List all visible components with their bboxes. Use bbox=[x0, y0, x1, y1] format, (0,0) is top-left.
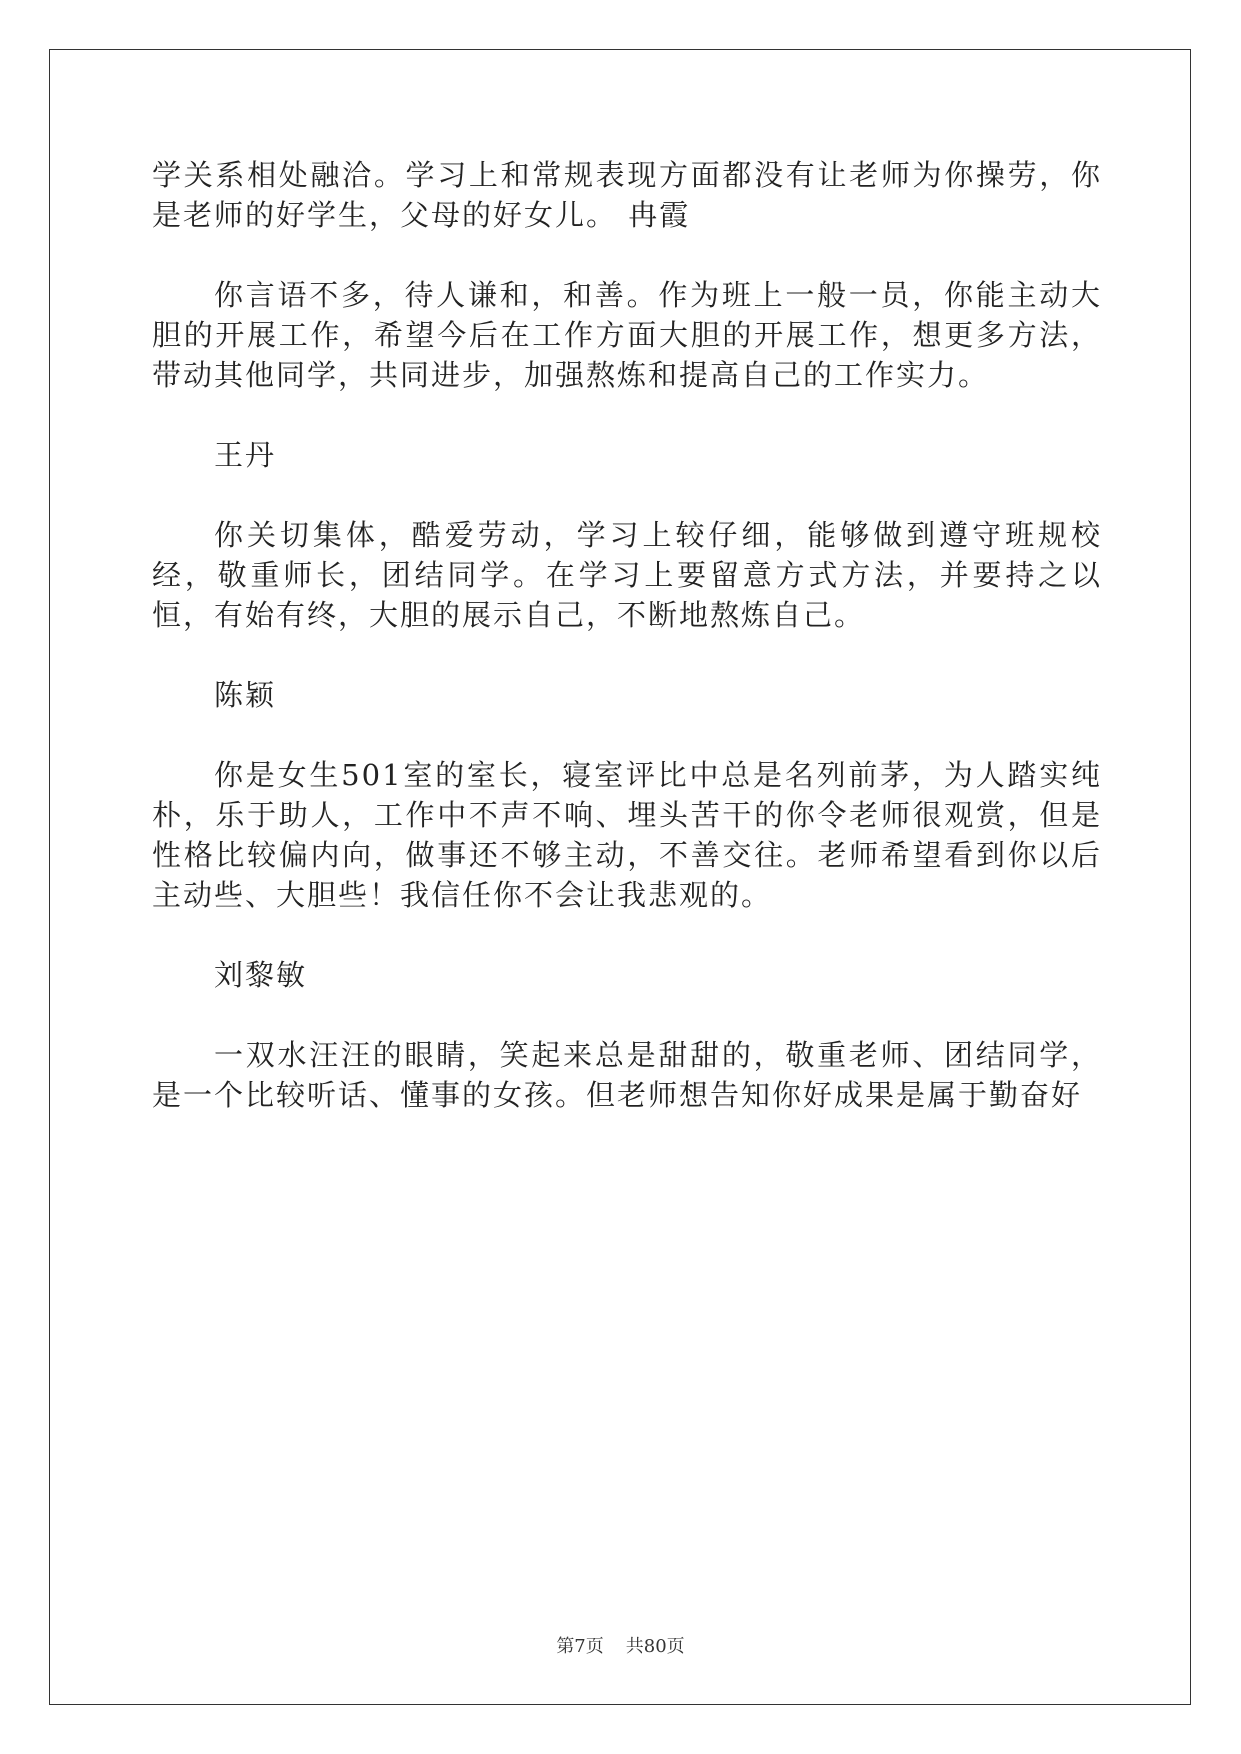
student-name: 王丹 bbox=[214, 438, 277, 472]
paragraph: 一双水汪汪的眼睛，笑起来总是甜甜的，敬重老师、团结同学，是一个比较听话、懂事的女孩。但老师想告知你好成果是属于勤奋好 bbox=[152, 1038, 1102, 1112]
paragraph: 你关切集体，酷爱劳动，学习上较仔细，能够做到遵守班规校经，敬重师长，团结同学。在学习上要留意方式方法，并要持之以恒，有始有终，大胆的展示自己，不断地熬炼自己。 bbox=[152, 518, 1102, 632]
paragraph: 学关系相处融洽。学习上和常规表现方面都没有让老师为你操劳，你是老师的好学生，父母的好女儿。 冉霞 bbox=[152, 158, 1102, 232]
document-body bbox=[152, 155, 1102, 1155]
paragraph: 你言语不多，待人谦和，和善。作为班上一般一员，你能主动大胆的开展工作，希望今后在工作方面大胆的开展工作，想更多方法，带动其他同学，共同进步，加强熬炼和提高自己的工作实力。 bbox=[152, 278, 1102, 392]
paragraph: 你是女生501室的室长，寝室评比中总是名列前茅，为人踏实纯朴，乐于助人，工作中不声不响、埋头苦干的你令老师很观赏，但是性格比较偏内向，做事还不够主动，不善交往。老师希望看到你以后主动些、大胆些！我信任你不会让我悲观的。 bbox=[152, 758, 1102, 912]
page-footer bbox=[0, 1632, 1241, 1658]
page-number: 第7页 bbox=[556, 1636, 604, 1657]
page-total: 共80页 bbox=[625, 1636, 685, 1657]
student-name: 陈颖 bbox=[214, 678, 277, 712]
student-name: 刘黎敏 bbox=[214, 958, 308, 992]
